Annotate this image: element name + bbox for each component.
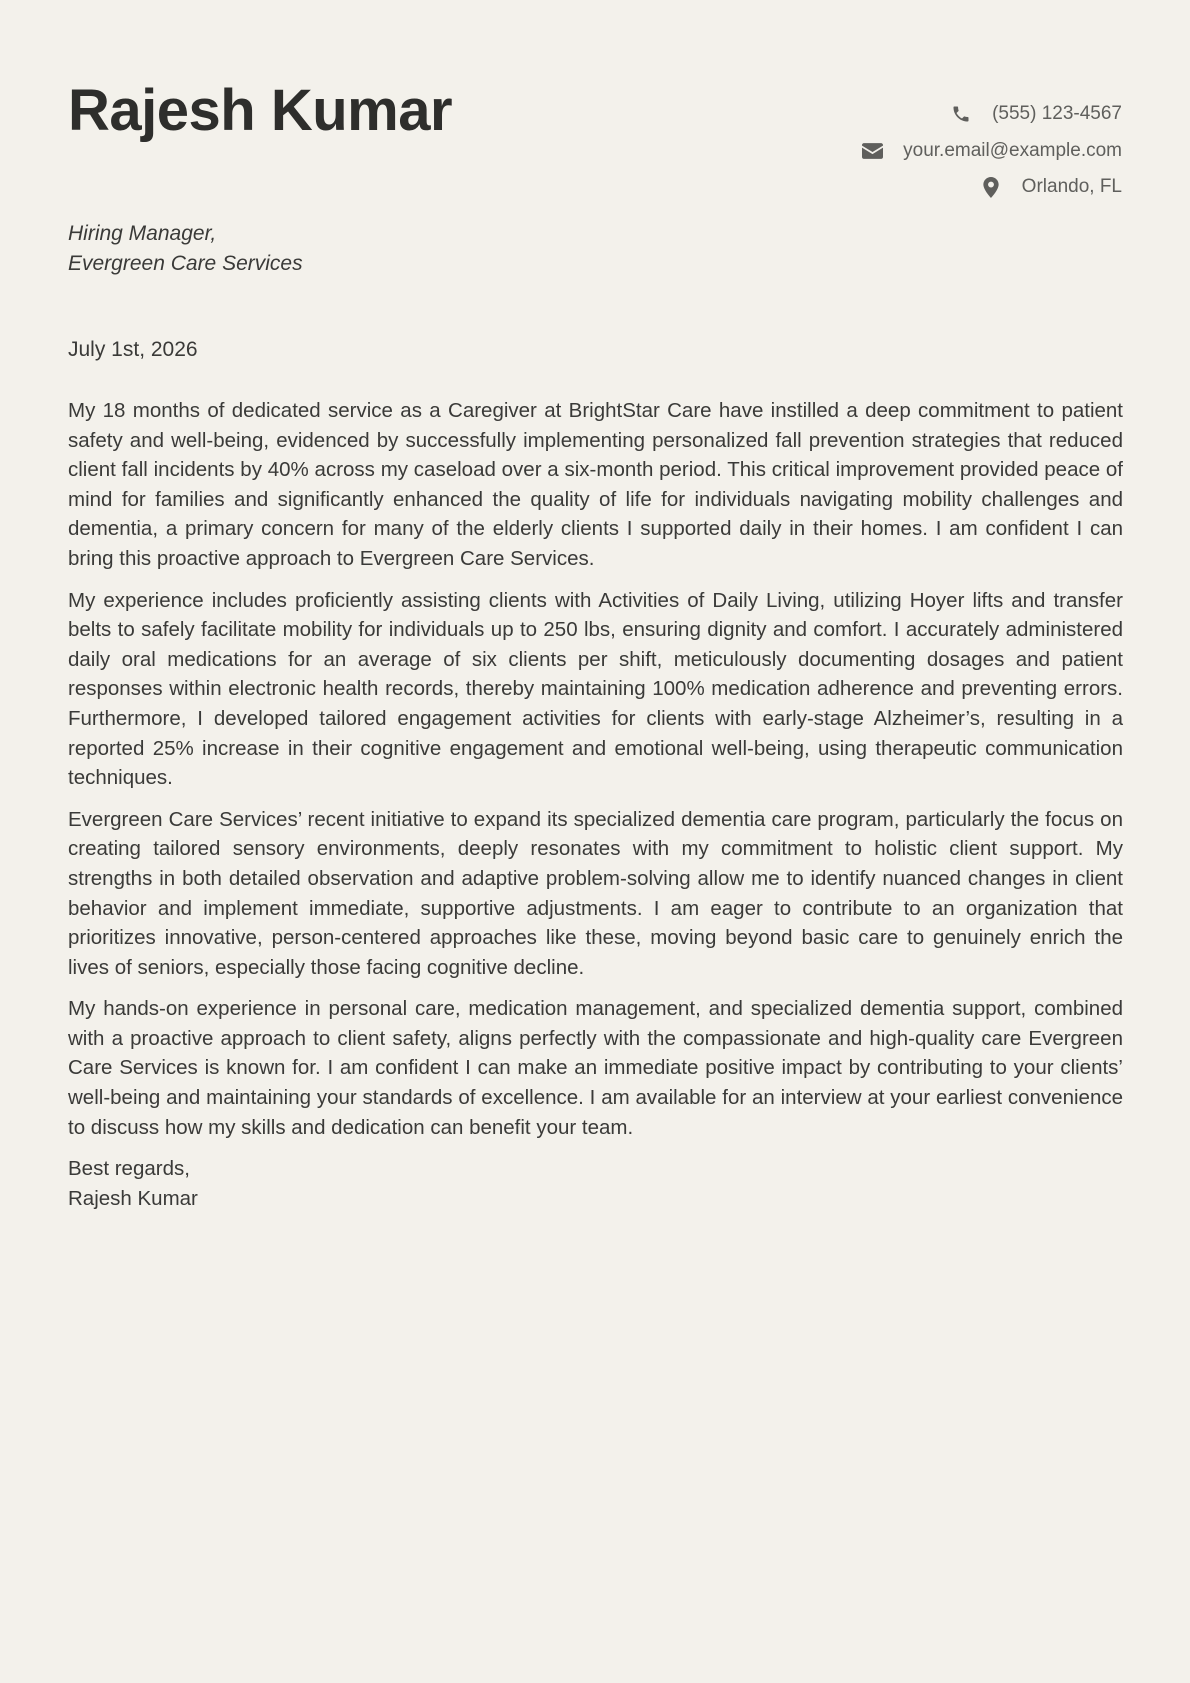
email-address[interactable]: your.email@example.com — [903, 139, 1122, 161]
closing-signature: Rajesh Kumar — [68, 1186, 198, 1210]
letter-closing — [68, 1154, 1123, 1213]
closing-salutation: Best regards, — [68, 1157, 190, 1181]
recipient-company: Evergreen Care Services — [68, 252, 303, 275]
letter-header — [68, 76, 1122, 206]
recipient-block — [68, 219, 303, 279]
letter-date: July 1st, 2026 — [68, 338, 198, 361]
body-paragraph-1: My 18 months of dedicated service as a Caregiver at BrightStar Care have instilled a deep commitment to patient safety and well-being, evidenced by successfully implementing personalized fall prevention strategies that reduced client fall incidents by 40% across my caseload over a six-month period. This critical improvement provided peace of mind for families and significantly enhanced the quality of life for individuals navigating mobility challenges and dementia, a primary concern for many of the elderly clients I supported daily in their homes. I am confident I can bring this proactive approach to Evergreen Care Services. — [68, 399, 1123, 570]
contact-location-row — [861, 169, 1122, 206]
contact-phone-row — [861, 96, 1122, 133]
letter-body — [68, 396, 1123, 1213]
contact-info — [861, 96, 1122, 206]
applicant-name: Rajesh Kumar — [68, 78, 453, 143]
recipient-title: Hiring Manager, — [68, 222, 217, 245]
body-paragraph-4: My hands-on experience in personal care, medication management, and specialized dementia support, combined with a proactive approach to client safety, aligns perfectly with the compassionate and high-quality care Evergreen Care Services is known for. I am confident I can make an immediate positive impact by contributing to your clients’ well-being and maintaining your standards of excellence. I am available for an interview at your earliest convenience to discuss how my skills and dedication can benefit your team. — [68, 997, 1123, 1139]
envelope-icon — [861, 140, 883, 162]
phone-icon — [950, 103, 972, 125]
phone-number[interactable]: (555) 123-4567 — [992, 103, 1122, 125]
map-pin-icon — [980, 176, 1002, 198]
body-paragraph-3: Evergreen Care Services’ recent initiative to expand its specialized dementia care program, particularly the focus on creating tailored sensory environments, deeply resonates with my commitment to holistic client support. My strengths in both detailed observation and adaptive problem-solving allow me to identify nuanced changes in client behavior and implement immediate, supportive adjustments. I am eager to contribute to an organization that prioritizes innovative, person-centered approaches like these, moving beyond basic care to genuinely enrich the lives of seniors, especially those facing cognitive decline. — [68, 807, 1123, 979]
body-paragraph-2: My experience includes proficiently assisting clients with Activities of Daily Living, utilizing Hoyer lifts and transfer belts to safely facilitate mobility for individuals up to 250 lbs, ensuring dignity and comfort. I accurately administered daily oral medications for an average of six clients per shift, meticulously documenting dosages and patient responses within electronic health records, thereby maintaining 100% medication adherence and preventing errors. Furthermore, I developed tailored engagement activities for clients with early-stage Alzheimer’s, resulting in a reported 25% increase in their cognitive engagement and emotional well-being, using therapeutic communication techniques. — [68, 588, 1123, 790]
location: Orlando, FL — [1021, 176, 1122, 198]
contact-email-row — [861, 133, 1122, 170]
